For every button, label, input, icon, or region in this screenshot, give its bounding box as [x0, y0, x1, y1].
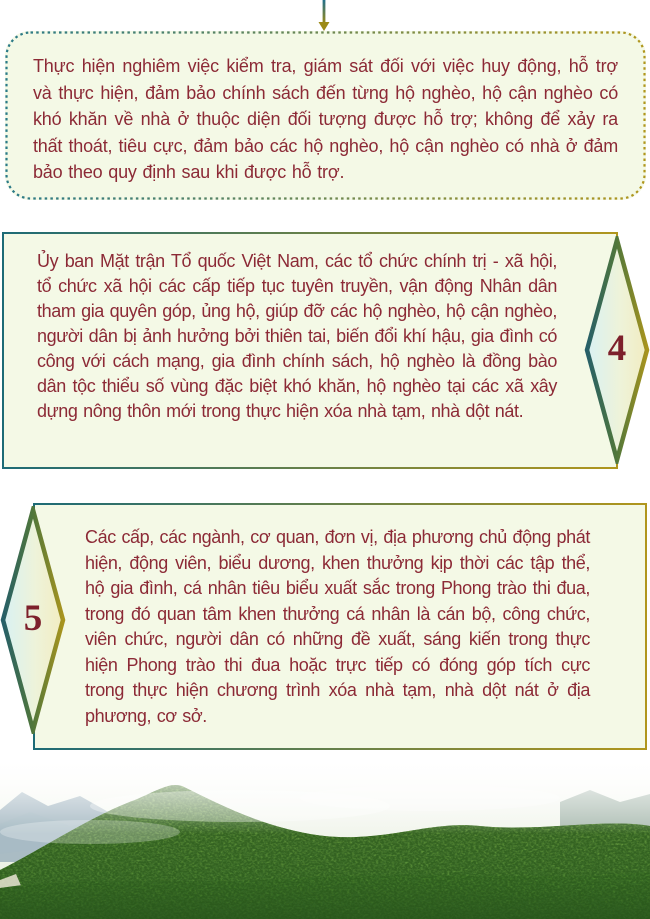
- callout-text: Thực hiện nghiêm việc kiểm tra, giám sát đối với việc huy động, hỗ trợ và thực hiện, đảm bảo chính sách đến từng hộ nghèo, hộ cận nghèo có khó khăn về nhà ở thuộc diện đối tượng được hỗ trợ; không để xảy ra thất thoát, tiêu cực, đảm bảo các hộ nghèo, hộ cận nghèo có nhà ở đảm bảo theo quy định sau khi được hỗ trợ.: [33, 56, 618, 182]
- step-4-diamond-badge: [584, 236, 650, 464]
- callout-box-step-5: [33, 503, 647, 750]
- step-number: 5: [23, 597, 43, 639]
- callout-box-monitoring: [5, 31, 646, 200]
- callout-box-step-4: [2, 232, 618, 469]
- down-arrow-icon: [316, 0, 332, 32]
- step-5-diamond-badge: [0, 506, 66, 734]
- callout-text: Ủy ban Mặt trận Tổ quốc Việt Nam, các tổ chức chính trị - xã hội, tổ chức xã hội các cấp tiếp tục tuyên truyền, vận động Nhân dân tham gia quyên góp, ủng hộ, giúp đỡ các hộ nghèo, hộ cận nghèo, người dân bị ảnh hưởng bởi thiên tai, biến đổi khí hậu, gia đình có công với cách mạng, gia đình chính sách, hộ nghèo là đồng bào dân tộc thiểu số vùng đặc biệt khó khăn, hộ nghèo tại các xã xây dựng nông thôn mới trong thực hiện xóa nhà tạm, nhà dột nát.: [37, 251, 557, 421]
- callout-text: Các cấp, các ngành, cơ quan, đơn vị, địa phương chủ động phát hiện, động viên, biểu dương, khen thưởng kịp thời các tập thể, hộ gia đình, cá nhân tiêu biểu xuất sắc trong Phong trào thi đua, trong đó quan tâm khen thưởng cá nhân là cán bộ, công chức, viên chức, người dân có những đề xuất, sáng kiến trong thực hiện Phong trào thi đua hoặc trực tiếp có đóng góp tích cực trong thực hiện chương trình xóa nhà tạm, nhà dột nát ở địa phương, cơ sở.: [85, 527, 590, 726]
- step-number: 4: [607, 327, 627, 369]
- forest-hills-photo: [0, 762, 650, 919]
